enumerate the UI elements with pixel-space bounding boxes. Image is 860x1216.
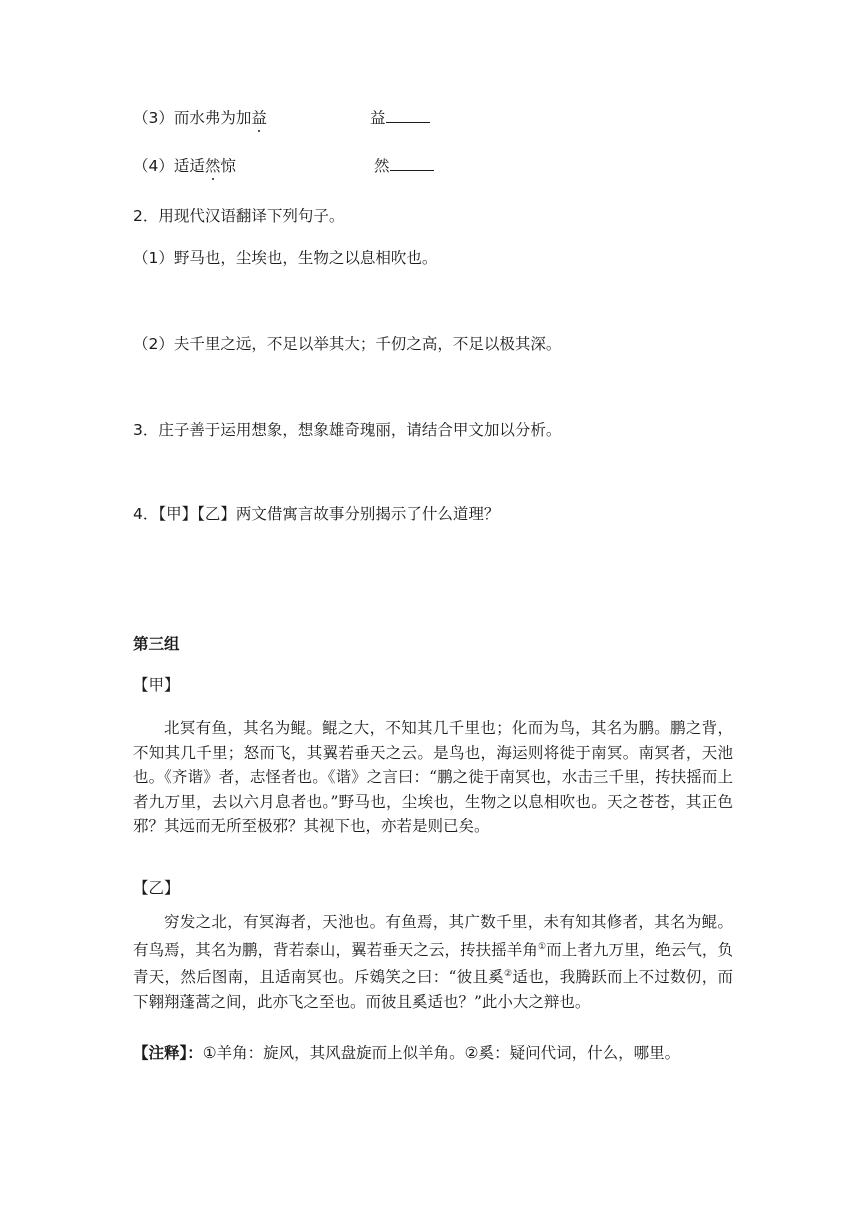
group-title: 第三组 <box>133 635 180 653</box>
jia-passage: 北冥有鱼，其名为鲲。鲲之大，不知其几千里也；化而为鸟，其名为鹏。鹏之背，不知其几千里；怒而飞，其翼若垂天之云。是鸟也，海运则将徙于南冥。南冥者，天池也。《齐谐》者，志怪者也。《谐》之言曰：“鹏之徙于南冥也，水击三千里，抟扶摇而上者九万里，去以六月息者也。”野马也，尘埃也，生物之以息相吹也。天之苍苍，其正色邪？其远而无所至极邪？其视下也，亦若是则已矣。 <box>133 719 733 835</box>
yi-passage <box>133 910 733 1014</box>
q1-3-answer-blank[interactable] <box>386 121 430 123</box>
q2-sentence-2: （2）夫千里之远，不足以举其大；千仞之高，不足以极其深。 <box>133 335 562 353</box>
q1-item-4 <box>133 154 733 176</box>
yi-label: 【乙】 <box>133 879 180 897</box>
q1-3-sentence: 而水弗为加 <box>173 109 252 127</box>
annotation-note-2: ②奚：疑问代词，什么，哪里。 <box>464 1044 681 1062</box>
annotation-note-1: ①羊角：旋风，其风盘旋而上似羊角。 <box>202 1044 465 1062</box>
q1-3-number: （3） <box>133 109 174 127</box>
q2-sentence-1: （1）野马也，尘埃也，生物之以息相吹也。 <box>133 249 438 267</box>
yi-passage-part-1: 穷发之北，有冥海者，天池也。有鱼焉，其广数千里，未有知其修者，其名为鲲。有鸟焉，其名为鹏，背若泰山，翼若垂天之云，抟扶摇羊角 <box>133 913 733 959</box>
q1-3-term: 益 <box>370 109 386 127</box>
footnote-ref-2: ② <box>504 969 513 980</box>
q1-4-answer-blank[interactable] <box>390 169 434 171</box>
q1-4-term: 然 <box>374 157 390 175</box>
footnote-ref-1: ① <box>537 941 547 952</box>
q1-4-sentence-pre: 适适 <box>173 157 205 175</box>
q1-4-dotted-char: 然 <box>204 157 221 175</box>
yi-passage-part-3: 适也，我腾跃而上不过数仞，而下翱翔蓬蒿之间，此亦飞之至也。而彼且奚适也？”此小大之辩也。 <box>133 968 733 1011</box>
q2-title: 2．用现代汉语翻译下列句子。 <box>133 207 345 225</box>
q1-4-sentence-post: 惊 <box>220 157 236 175</box>
annotation <box>133 1040 733 1067</box>
yi-passage-part-2: 而上者九万里，绝云气，负青天，然后图南，且适南冥也。斥鴳笑之曰：“彼且奚 <box>133 940 733 987</box>
q3-question: 3．庄子善于运用想象，想象雄奇瑰丽，请结合甲文加以分析。 <box>133 421 562 439</box>
annotation-label: 【注释】： <box>133 1044 203 1062</box>
q1-item-3 <box>133 106 733 128</box>
q1-4-number: （4） <box>133 157 174 175</box>
q4-question: 4．【甲】【乙】两文借寓言故事分别揭示了什么道理？ <box>133 505 500 523</box>
jia-label: 【甲】 <box>133 676 180 694</box>
q1-3-dotted-char: 益 <box>251 109 267 127</box>
